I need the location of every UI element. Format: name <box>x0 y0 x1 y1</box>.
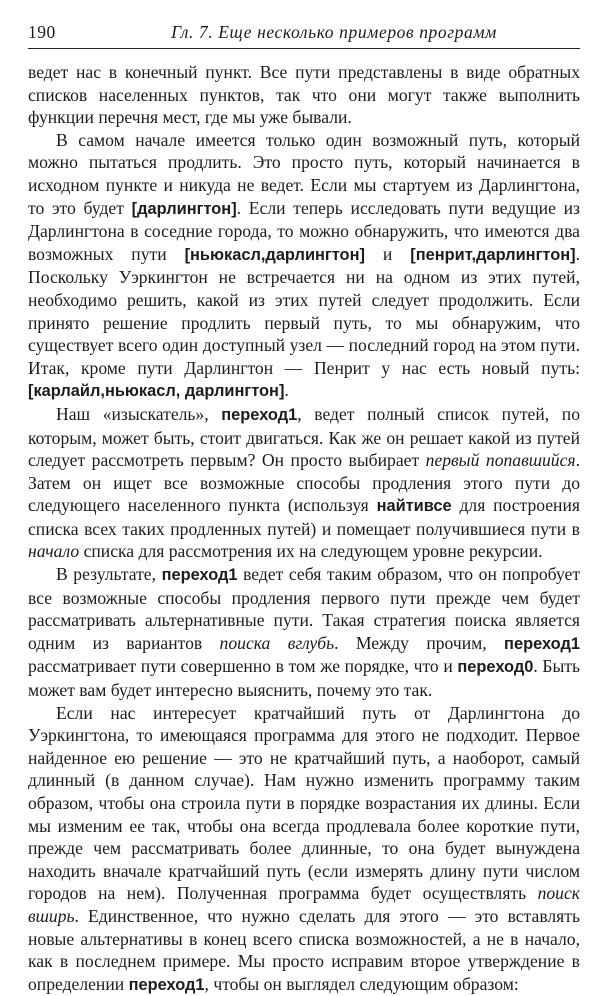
text-run: . Если теперь исследовать пути ведущие из Дарлингтона в соседние города, то можно обнаружить, что имеются два возможных пути <box>28 197 580 264</box>
code-term: переход1 <box>504 634 580 653</box>
body-text <box>28 61 580 996</box>
emphasis: поиска вглубь <box>219 632 335 653</box>
code-term: переход1 <box>221 405 298 424</box>
emphasis: начало <box>28 541 80 562</box>
text-run: . Быть может вам будет интересно выяснить, почему это так. <box>28 656 580 701</box>
emphasis: первый попавшийся <box>425 450 576 471</box>
text-run: . Единственное, что нужно сделать для этого — это вставлять новые альтернативы в конец всего списка возможностей, а не в начало, как в последнем примере. Мы просто исправим второе утверждение в определении <box>28 905 580 994</box>
text-run: списка для рассмотрения их на следующем уровне рекурсии. <box>79 541 543 562</box>
text-run: рассматривает пути совершенно в том же порядке, что и <box>28 656 458 677</box>
book-page <box>28 22 580 996</box>
paragraph-p5 <box>28 702 580 996</box>
emphasis: поиск вширь <box>28 883 580 926</box>
paragraph-p2 <box>28 129 580 403</box>
code-term: [дарлингтон] <box>131 199 237 218</box>
running-title: Гл. 7. Еще несколько примеров программ <box>171 22 497 42</box>
text-run: В самом начале имеется только один возможный путь, который можно пытаться продлить. Это просто путь, который начинается в исходном пункте и никуда не ведет. Если мы стартуем из Дарлингтона, то это будет <box>28 129 580 218</box>
code-term: переход0 <box>457 658 534 677</box>
code-term: найтивсе <box>376 497 452 516</box>
code-term: [карлайл,ньюкасл, дарлингтон] <box>28 382 285 401</box>
page-header <box>28 22 580 49</box>
text-run: . <box>284 380 289 401</box>
text-run: для построения списка всех таких продленных путей) и помещает получившиеся пути в <box>28 495 580 539</box>
code-term: переход1 <box>161 566 238 585</box>
text-run: ведет нас в конечный пункт. Все пути представлены в виде обратных списков населенных пунктов, так что они могут также выполнить функции перечня мест, где мы уже бывали. <box>28 62 580 128</box>
text-run: ведет себя таким образом, что он попробует все возможные способы продления первого пути прежде чем будет рассматривать альтернативные пути. Такая стратегия поиска является одним из вариантов <box>28 564 581 653</box>
text-run: Если нас интересует кратчайший путь от Дарлингтона до Уэркингтона, то имеющаяся программа для этого не подходит. Первое найденное ею решение — это не кратчайший путь, а наоборот, самый длинный (в данном случае). Нам нужно изменить программу таким образом, чтобы она строила пути в порядке возрастания их длины. Если мы изменим ее так, чтобы она всегда продлевала более короткие пути, прежде чем рассматривать более длинные, то она будет вынуждена находить вначале кратчайший путь (если измерять длину пути числом городов на нем). Полученная программа будет осуществлять <box>28 702 580 904</box>
text-run: . Между прочим, <box>334 632 505 653</box>
text-run: . Поскольку Уэркингтон не встречается ни на одном из этих путей, необходимо решить, какой из этих путей следует продолжить. Если принято решение продлить первый путь, то мы обнаружим, что существует всего один доступный узел — последний город на этом пути. Итак, кроме пути Дарлингтон — Пенрит у нас есть новый путь: <box>28 243 580 378</box>
text-run: . Затем он ищет все возможные способы продления этого пути до следующего населенного пункта (используя <box>28 450 580 516</box>
page-number: 190 <box>28 22 56 42</box>
text-run: В результате, <box>56 564 162 585</box>
code-term: переход1 <box>128 975 205 994</box>
code-term: [пенрит,дарлингтон] <box>410 245 576 264</box>
text-run: и <box>364 243 411 264</box>
text-run: Наш «изыскатель», <box>56 403 222 424</box>
text-run: , чтобы он выглядел следующим образом: <box>204 973 519 994</box>
paragraph-p1 <box>28 61 580 129</box>
paragraph-p4 <box>28 563 580 702</box>
text-run: , ведет полный список путей, по которым, может быть, стоит двигаться. Как же он решает какой из путей следует рассмотреть первым? Он просто выбирает <box>28 403 580 471</box>
paragraph-p3 <box>28 403 580 563</box>
code-term: [ньюкасл,дарлингтон] <box>184 245 365 264</box>
